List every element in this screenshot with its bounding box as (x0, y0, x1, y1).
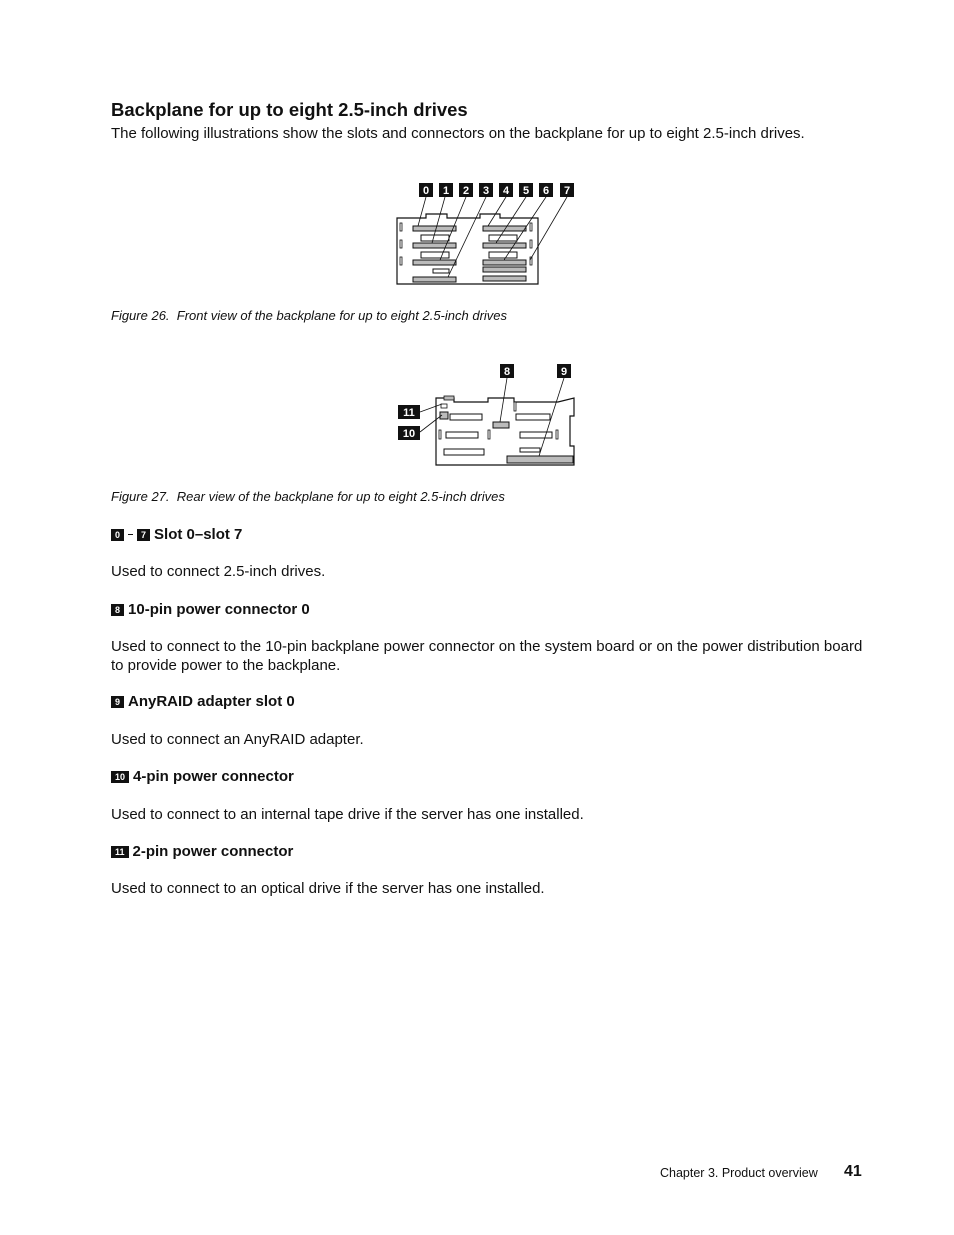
section-heading-10-pin-power (111, 601, 310, 618)
section-title: 10-pin power connector 0 (128, 601, 310, 618)
callout-badge (499, 183, 513, 197)
callout-number: 3 (482, 185, 490, 197)
section-title: AnyRAID adapter slot 0 (128, 693, 295, 710)
callout-badge: 8 (111, 604, 124, 616)
callout-badge (539, 183, 553, 197)
section-body-slots: Used to connect 2.5-inch drives. (111, 563, 326, 580)
figure-26-caption (111, 308, 507, 323)
figure-26-label: Figure 26. (111, 308, 170, 323)
callout-badge (459, 183, 473, 197)
figure-27-caption-text: Rear view of the backplane for up to eight 2.5-inch drives (176, 489, 505, 504)
page-number: 41 (844, 1163, 862, 1180)
section-heading-slots (111, 526, 242, 543)
intro-paragraph: The following illustrations show the slots and connectors on the backplane for up to eight 2.5-inch drives. (111, 125, 805, 142)
front-view-diagram (392, 178, 582, 288)
section-body-anyraid: Used to connect an AnyRAID adapter. (111, 731, 364, 748)
callout-number: 11 (403, 407, 415, 419)
section-body-10-pin-power: Used to connect to the 10-pin backplane power connector on the system board or on the power distribution board to provide power to the backplane. (111, 638, 863, 674)
page-title: Backplane for up to eight 2.5-inch drives (111, 99, 468, 120)
callout-number: 7 (563, 185, 571, 197)
callout-number: 9 (560, 366, 568, 378)
section-heading-2-pin-power (111, 843, 293, 860)
footer-chapter: Chapter 3. Product overview (660, 1166, 818, 1180)
callout-badge: 7 (137, 529, 150, 541)
figure-26-caption-text: Front view of the backplane for up to eight 2.5-inch drives (176, 308, 508, 323)
section-body-4-pin-power: Used to connect to an internal tape drive if the server has one installed. (111, 806, 584, 823)
figure-27-caption (111, 489, 505, 504)
callout-badge (439, 183, 453, 197)
section-title: 4-pin power connector (133, 768, 294, 785)
callout-number: 8 (503, 366, 511, 378)
front-callout-labels (419, 183, 574, 197)
section-title: Slot 0–slot 7 (154, 526, 243, 543)
callout-badge: 0 (111, 529, 124, 541)
section-body-2-pin-power: Used to connect to an optical drive if the server has one installed. (111, 880, 545, 897)
callout-number: 5 (522, 185, 530, 197)
callout-badge: 9 (111, 696, 124, 708)
callout-number: 6 (542, 185, 550, 197)
callout-badge: 10 (111, 771, 129, 783)
figure-27-label: Figure 27. (111, 489, 170, 504)
section-heading-anyraid (111, 693, 295, 710)
section-title: 2-pin power connector (132, 843, 294, 860)
callout-badge (557, 364, 571, 378)
callout-badge (398, 426, 420, 440)
callout-number: 2 (462, 185, 470, 197)
callout-number: 10 (402, 428, 416, 440)
callout-badge (519, 183, 533, 197)
rear-view-diagram (396, 360, 580, 470)
callout-badge (398, 405, 420, 419)
callout-badge (479, 183, 493, 197)
callout-number: 0 (422, 185, 430, 197)
callout-badge (419, 183, 433, 197)
section-heading-4-pin-power (111, 768, 294, 785)
callout-badge (560, 183, 574, 197)
callout-badge: 11 (111, 846, 129, 858)
callout-number: 1 (442, 185, 450, 197)
callout-number: 4 (502, 185, 510, 197)
badge-range-dash (128, 534, 133, 535)
callout-badge (500, 364, 514, 378)
